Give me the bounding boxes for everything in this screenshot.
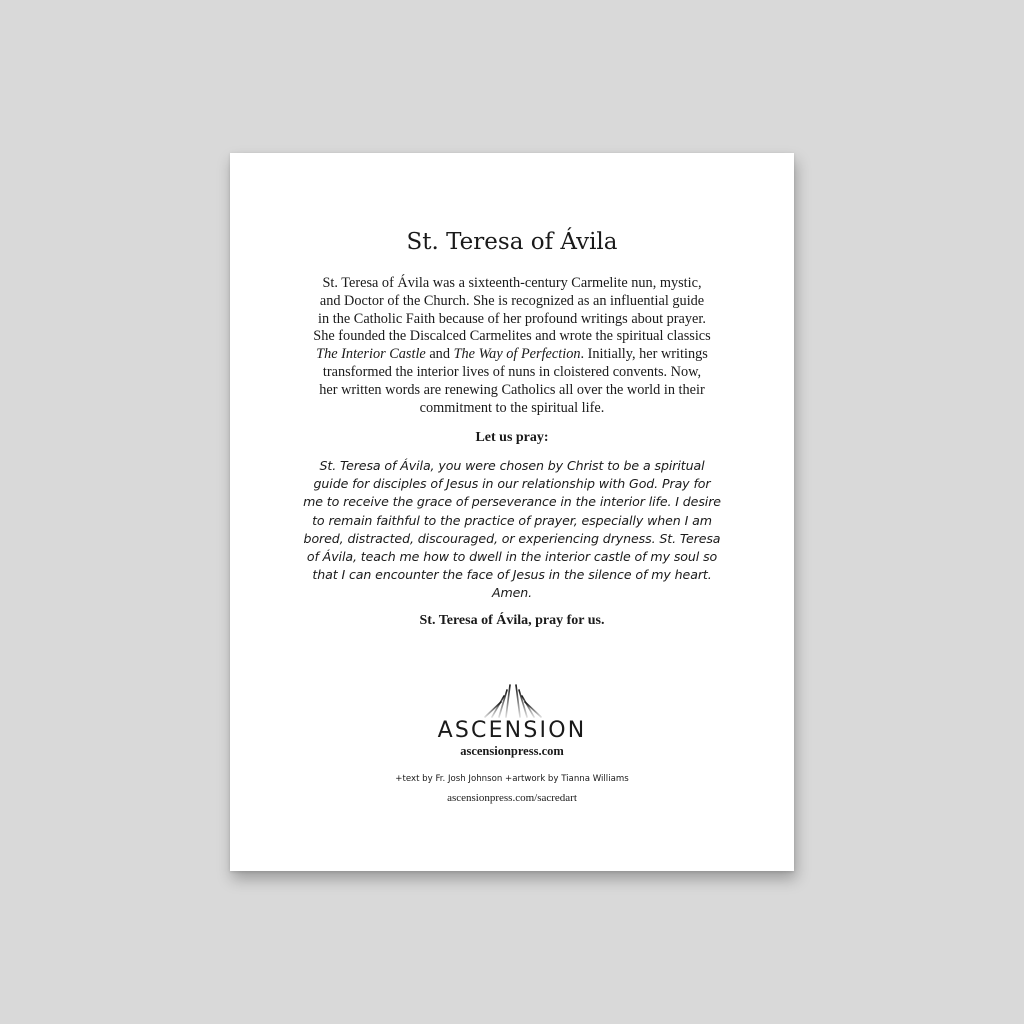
bio-line: in the Catholic Faith because of her profound writings about prayer. [318, 310, 706, 327]
bio-line: St. Teresa of Ávila was a sixteenth-century Carmelite nun, mystic, [322, 275, 702, 291]
bio-line: and Doctor of the Church. She is recognized as an influential guide [319, 292, 705, 309]
prayer-line: Amen. [491, 585, 533, 601]
prayer-line: guide for disciples of Jesus in our relationship with God. Pray for [313, 476, 711, 492]
prayer-card [230, 153, 794, 871]
ascension-rays-logo-icon [482, 681, 542, 719]
biography-paragraph [230, 275, 794, 417]
book-title-way-of-perfection: The Way of Perfection [453, 346, 581, 363]
bio-line: transformed the interior lives of nuns in cloistered convents. Now, [322, 363, 702, 380]
credits-line: +text by Fr. Josh Johnson +artwork by Tianna Williams [395, 774, 629, 784]
prayer-line: to remain faithful to the practice of prayer, especially when I am [312, 512, 712, 528]
closing-invocation: St. Teresa of Ávila, pray for us. [419, 613, 605, 628]
bio-line-rest: . Initially, her writings [580, 346, 708, 363]
prayer-line: of Ávila, teach me how to dwell in the interior castle of my soul so [306, 549, 718, 565]
bio-line [230, 346, 794, 364]
book-title-interior-castle: The Interior Castle [316, 346, 426, 363]
brand-url: ascensionpress.com [460, 744, 564, 758]
prayer-text [230, 457, 794, 603]
brand-name: ASCENSION [437, 718, 587, 743]
prayer-line: St. Teresa of Ávila, you were chosen by Christ to be a spiritual [319, 458, 705, 473]
sacred-art-url: ascensionpress.com/sacredart [447, 792, 577, 804]
prayer-line: bored, distracted, discouraged, or experiencing dryness. St. Teresa [303, 530, 721, 546]
card-title: St. Teresa of Ávila [406, 229, 618, 255]
bio-line: She founded the Discalced Carmelites and wrote the spiritual classics [313, 328, 711, 345]
bio-line: commitment to the spiritual life. [419, 399, 605, 416]
let-us-pray-heading: Let us pray: [475, 430, 549, 445]
prayer-line: me to receive the grace of perseverance in the interior life. I desire [303, 494, 721, 510]
bio-conjunction: and [425, 346, 454, 363]
prayer-line: that I can encounter the face of Jesus in the silence of my heart. [312, 567, 712, 583]
bio-line: her written words are renewing Catholics all over the world in their [319, 381, 705, 398]
